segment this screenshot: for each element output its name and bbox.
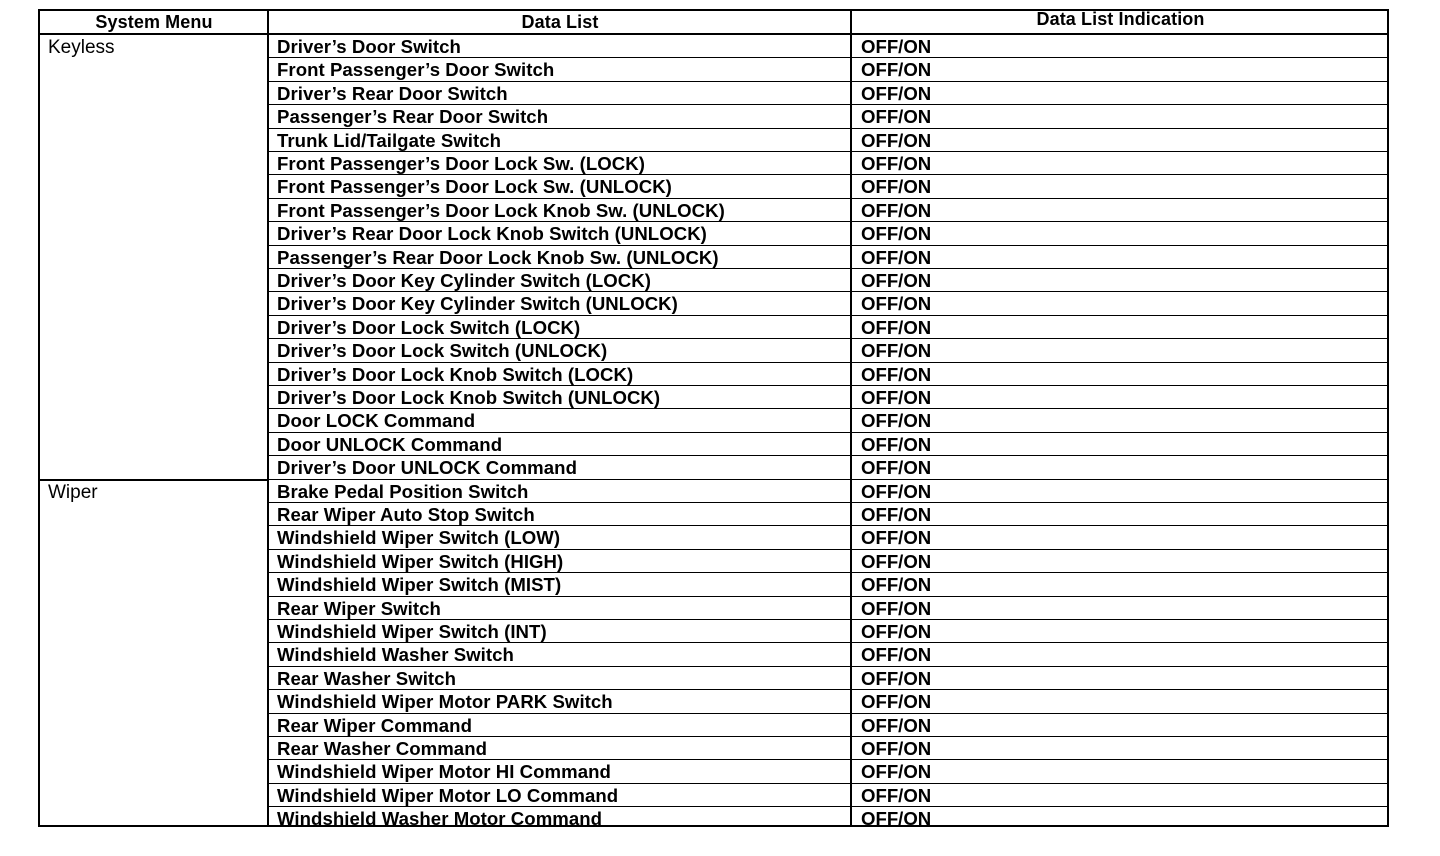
data-list-indication: OFF/ON [861,36,932,57]
table-row [269,737,1389,760]
table-row [269,316,1389,339]
data-list-item: Trunk Lid/Tailgate Switch [277,129,502,151]
data-list-indication: OFF/ON [861,176,932,198]
data-list-indication: OFF/ON [861,784,932,806]
data-list-indication: OFF/ON [861,550,932,572]
table-row [269,129,1389,152]
data-list-item: Driver’s Door Lock Switch (UNLOCK) [277,340,608,362]
data-list-item: Windshield Wiper Switch (MIST) [277,574,562,596]
table-row [269,667,1389,690]
data-list-indication: OFF/ON [861,667,932,689]
table-row [269,409,1389,432]
table-row [269,480,1389,503]
table-row [269,199,1389,222]
table-row [269,246,1389,269]
data-list-indication: OFF/ON [861,410,932,432]
data-list-indication: OFF/ON [861,621,932,642]
table-row [269,433,1389,456]
data-list-item: Windshield Wiper Motor PARK Switch [277,691,613,713]
data-list-indication: OFF/ON [861,246,932,268]
data-list-indication: OFF/ON [861,714,932,736]
data-list-item: Rear Wiper Command [277,714,472,736]
data-list-indication: OFF/ON [861,129,932,151]
data-list-item: Windshield Washer Switch [277,644,514,666]
table-row [269,175,1389,198]
table-row [269,690,1389,713]
table-row [269,339,1389,362]
data-list-indication: OFF/ON [861,340,932,362]
data-list-indication: OFF/ON [861,597,932,619]
data-list-item: Front Passenger’s Door Switch [277,59,555,81]
table-row [269,456,1389,479]
data-list-item: Rear Wiper Switch [277,597,441,619]
table-row [269,292,1389,315]
data-list-item: Front Passenger’s Door Lock Sw. (LOCK) [277,153,645,174]
table-row [269,573,1389,596]
table-row [269,643,1389,666]
data-list-item: Driver’s Door Lock Switch (LOCK) [277,316,581,338]
data-list-indication: OFF/ON [861,480,932,502]
data-list-item: Driver’s Rear Door Switch [277,82,508,104]
table-row [269,386,1389,409]
data-list-indication: OFF/ON [861,387,932,408]
data-list-item: Driver’s Door Lock Knob Switch (UNLOCK) [277,387,661,408]
data-list-indication: OFF/ON [861,738,932,759]
table-row [269,503,1389,526]
data-list-item: Front Passenger’s Door Lock Sw. (UNLOCK) [277,176,672,198]
data-list-item: Windshield Wiper Switch (LOW) [277,527,561,549]
data-list-item: Driver’s Door Key Cylinder Switch (LOCK) [277,270,651,291]
data-list-item: Windshield Washer Motor Command [277,808,603,830]
data-list-item: Windshield Wiper Motor LO Command [277,784,619,806]
data-list-indication: OFF/ON [861,433,932,455]
data-list-item: Rear Wiper Auto Stop Switch [277,504,535,525]
data-list-indication: OFF/ON [861,82,932,104]
data-list-indication: OFF/ON [861,808,932,830]
table-row [269,82,1389,105]
table-row [269,105,1389,128]
system-menu-keyless: Keyless [48,37,115,58]
table-row [269,714,1389,737]
data-list-indication: OFF/ON [861,106,932,128]
data-list-item: Driver’s Door UNLOCK Command [277,457,577,479]
data-list-indication: OFF/ON [861,153,932,174]
system-menu-wiper: Wiper [48,482,98,503]
data-list-indication: OFF/ON [861,504,932,525]
table-row [269,152,1389,175]
data-list-indication: OFF/ON [861,691,932,713]
data-list-item: Windshield Wiper Switch (HIGH) [277,550,564,572]
data-list-indication: OFF/ON [861,574,932,596]
data-list-item: Driver’s Door Switch [277,36,461,57]
data-list-indication: OFF/ON [861,644,932,666]
data-list-table [38,9,1389,830]
table-row [269,269,1389,292]
data-list-item: Door LOCK Command [277,410,476,432]
table-row [269,550,1389,573]
table-row [269,35,1389,58]
data-list-indication: OFF/ON [861,223,932,245]
data-list-indication: OFF/ON [861,363,932,385]
group-divider [40,479,268,481]
data-list-item: Passenger’s Rear Door Lock Knob Sw. (UNLOCK) [277,246,719,268]
data-list-item: Door UNLOCK Command [277,433,503,455]
data-list-indication: OFF/ON [861,270,932,291]
data-list-item: Passenger’s Rear Door Switch [277,106,549,128]
data-list-indication: OFF/ON [861,293,932,315]
table-row [269,363,1389,386]
table-row [269,526,1389,549]
data-list-indication: OFF/ON [861,527,932,549]
data-list-indication: OFF/ON [861,316,932,338]
header-data-list: Data List [521,12,599,32]
data-list-indication: OFF/ON [861,59,932,81]
table-row [269,222,1389,245]
header-system-menu: System Menu [95,12,213,32]
data-list-item: Front Passenger’s Door Lock Knob Sw. (UNLOCK) [277,199,725,221]
data-list-item: Brake Pedal Position Switch [277,480,529,502]
data-list-item: Driver’s Door Lock Knob Switch (LOCK) [277,363,634,385]
data-list-item: Driver’s Rear Door Lock Knob Switch (UNLOCK) [277,223,707,245]
data-list-item: Windshield Wiper Motor HI Command [277,761,611,783]
data-list-indication: OFF/ON [861,761,932,783]
table-row [269,620,1389,643]
data-list-item: Rear Washer Command [277,738,488,759]
table-row [269,760,1389,783]
table-row [269,597,1389,620]
data-list-item: Windshield Wiper Switch (INT) [277,621,547,642]
header-data-list-indication: Data List Indication [1036,9,1205,29]
table-row [269,807,1389,830]
data-list-indication: OFF/ON [861,199,932,221]
data-list-item: Driver’s Door Key Cylinder Switch (UNLOCK) [277,293,678,315]
table-row [269,784,1389,807]
data-list-item: Rear Washer Switch [277,667,456,689]
table-row [269,58,1389,81]
data-list-indication: OFF/ON [861,457,932,479]
